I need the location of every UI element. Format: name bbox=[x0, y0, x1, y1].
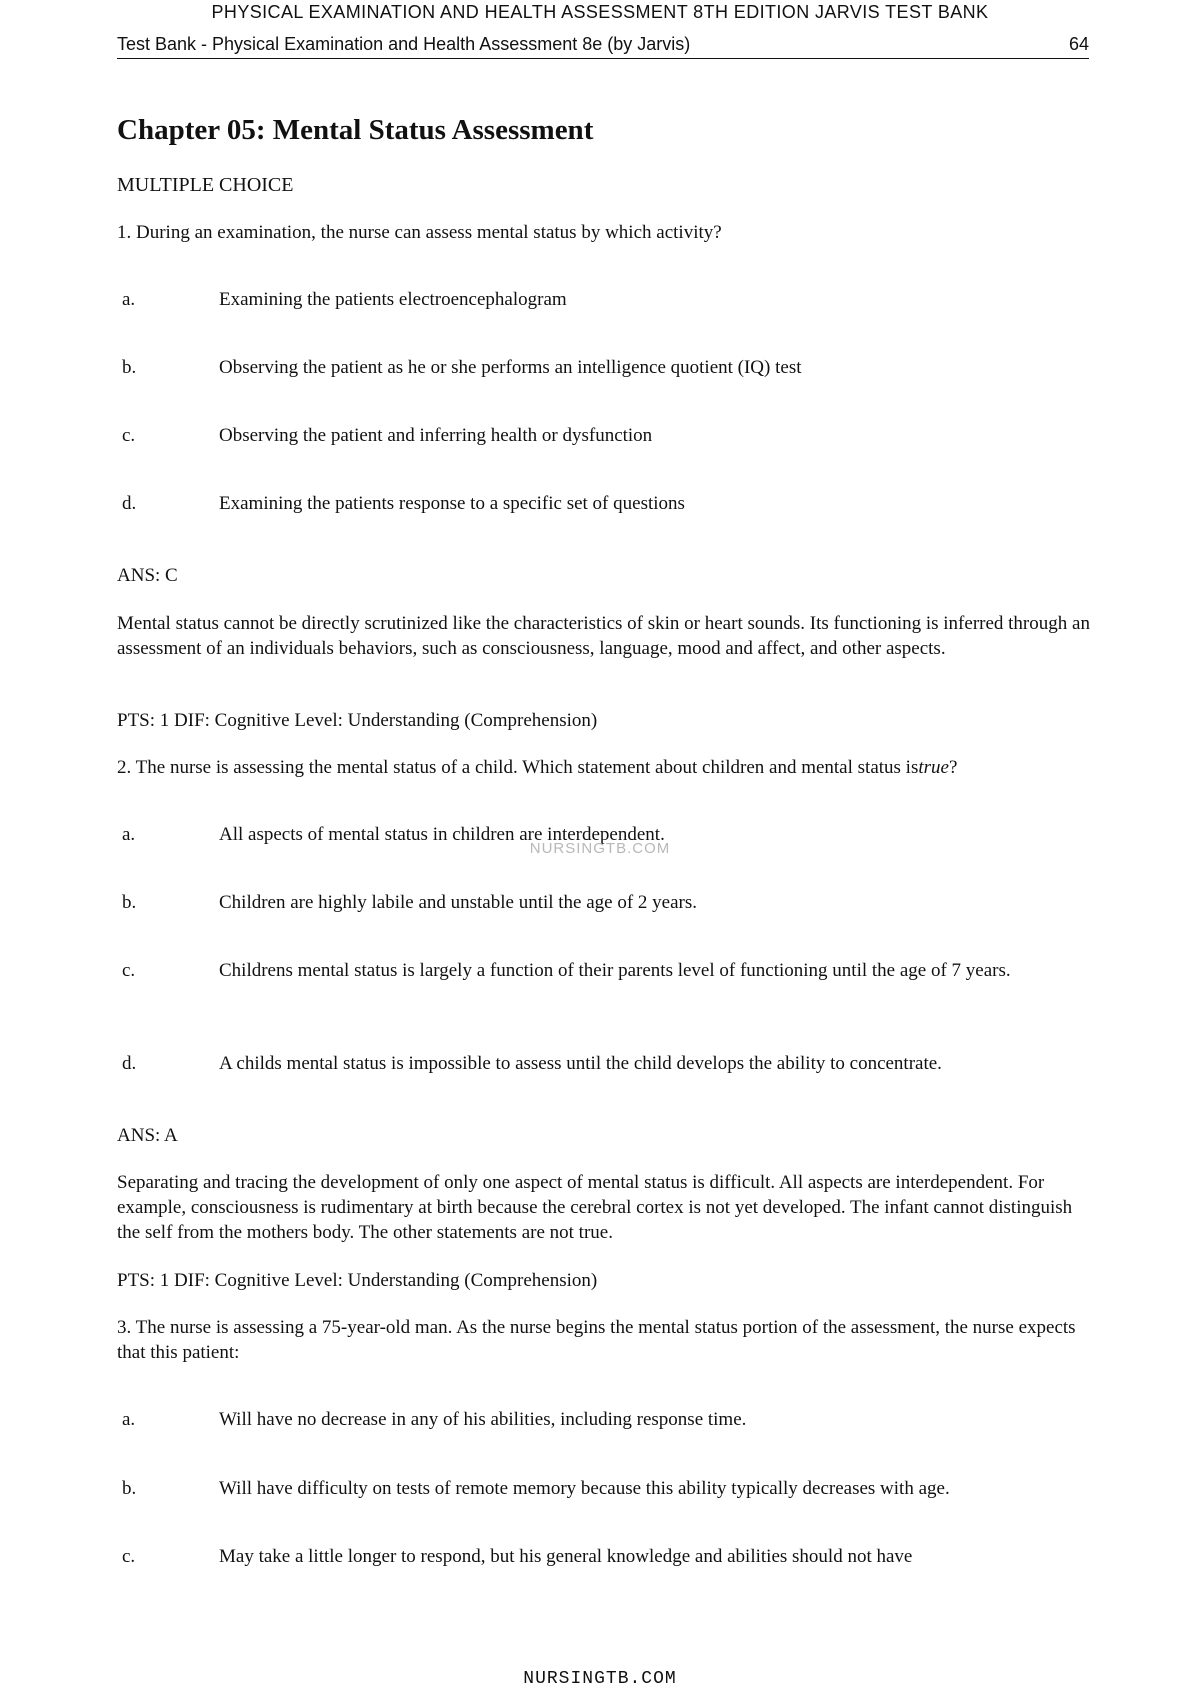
question-2-stem-emphasis: true bbox=[918, 757, 949, 778]
option-text: May take a little longer to respond, but his general knowledge and abilities should not have bbox=[219, 1546, 913, 1567]
question-2-stem bbox=[117, 755, 1092, 780]
option-text: Examining the patients response to a specific set of questions bbox=[219, 493, 685, 514]
question-2-answer: ANS: A bbox=[117, 1125, 178, 1146]
option-text: Children are highly labile and unstable until the age of 2 years. bbox=[219, 892, 698, 913]
section-heading: MULTIPLE CHOICE bbox=[117, 174, 294, 196]
option-text: Observing the patient and inferring health or dysfunction bbox=[219, 425, 653, 446]
question-1-rationale: Mental status cannot be directly scrutinized like the characteristics of skin or heart sounds. Its functioning is inferred through an assessment of an individuals behaviors, such as consciousness, language, mood and affect, and other aspects. bbox=[117, 613, 1090, 659]
option-letter: c. bbox=[122, 960, 136, 981]
option-letter: b. bbox=[122, 357, 137, 378]
option-text: A childs mental status is impossible to assess until the child develops the ability to concentrate. bbox=[219, 1053, 942, 1074]
option-letter: a. bbox=[122, 289, 136, 310]
question-3-stem: 3. The nurse is assessing a 75-year-old man. As the nurse begins the mental status portion of the assessment, the nurse expects that this patient: bbox=[117, 1317, 1076, 1363]
option-letter: c. bbox=[122, 1546, 136, 1567]
chapter-title: Chapter 05: Mental Status Assessment bbox=[117, 114, 594, 146]
running-header bbox=[117, 34, 1089, 59]
question-1-answer: ANS: C bbox=[117, 565, 178, 586]
option-letter: a. bbox=[122, 824, 136, 845]
document-banner: PHYSICAL EXAMINATION AND HEALTH ASSESSMENT 8TH EDITION JARVIS TEST BANK bbox=[211, 2, 989, 22]
question-1-stem: 1. During an examination, the nurse can assess mental status by which activity? bbox=[117, 222, 722, 243]
option-letter: d. bbox=[122, 1053, 137, 1074]
footer-brand: NURSINGTB.COM bbox=[523, 1669, 677, 1689]
option-letter: c. bbox=[122, 425, 136, 446]
page-number: 64 bbox=[1068, 34, 1089, 54]
option-letter: d. bbox=[122, 493, 137, 514]
option-text: Examining the patients electroencephalogram bbox=[219, 289, 567, 310]
question-2-stem-end: ? bbox=[948, 757, 958, 778]
question-2-rationale: Separating and tracing the development of only one aspect of mental status is difficult. All aspects are interdependent. For example, consciousness is rudimentary at birth because the cerebral cortex is not yet developed. The infant cannot distinguish the self from the mothers body. The other statements are not true. bbox=[117, 1172, 1073, 1243]
option-text: Will have no decrease in any of his abilities, including response time. bbox=[219, 1409, 747, 1430]
option-letter: a. bbox=[122, 1409, 136, 1430]
option-text: Observing the patient as he or she performs an intelligence quotient (IQ) test bbox=[219, 357, 802, 378]
option-text: Childrens mental status is largely a function of their parents level of functioning until the age of 7 years. bbox=[219, 960, 1011, 981]
running-header-title: Test Bank - Physical Examination and Health Assessment 8e (by Jarvis) bbox=[117, 34, 691, 54]
option-letter: b. bbox=[122, 892, 137, 913]
option-text: Will have difficulty on tests of remote memory because this ability typically decreases with age. bbox=[219, 1478, 950, 1499]
option-text: All aspects of mental status in children are interdependent. bbox=[219, 824, 665, 845]
watermark: NURSINGTB.COM bbox=[529, 840, 671, 857]
question-2-pts: PTS: 1 DIF: Cognitive Level: Understanding (Comprehension) bbox=[117, 1270, 598, 1291]
question-1-pts: PTS: 1 DIF: Cognitive Level: Understanding (Comprehension) bbox=[117, 710, 598, 731]
question-2-stem-text: 2. The nurse is assessing the mental status of a child. Which statement about children and mental status is bbox=[117, 757, 919, 778]
option-letter: b. bbox=[122, 1478, 137, 1499]
